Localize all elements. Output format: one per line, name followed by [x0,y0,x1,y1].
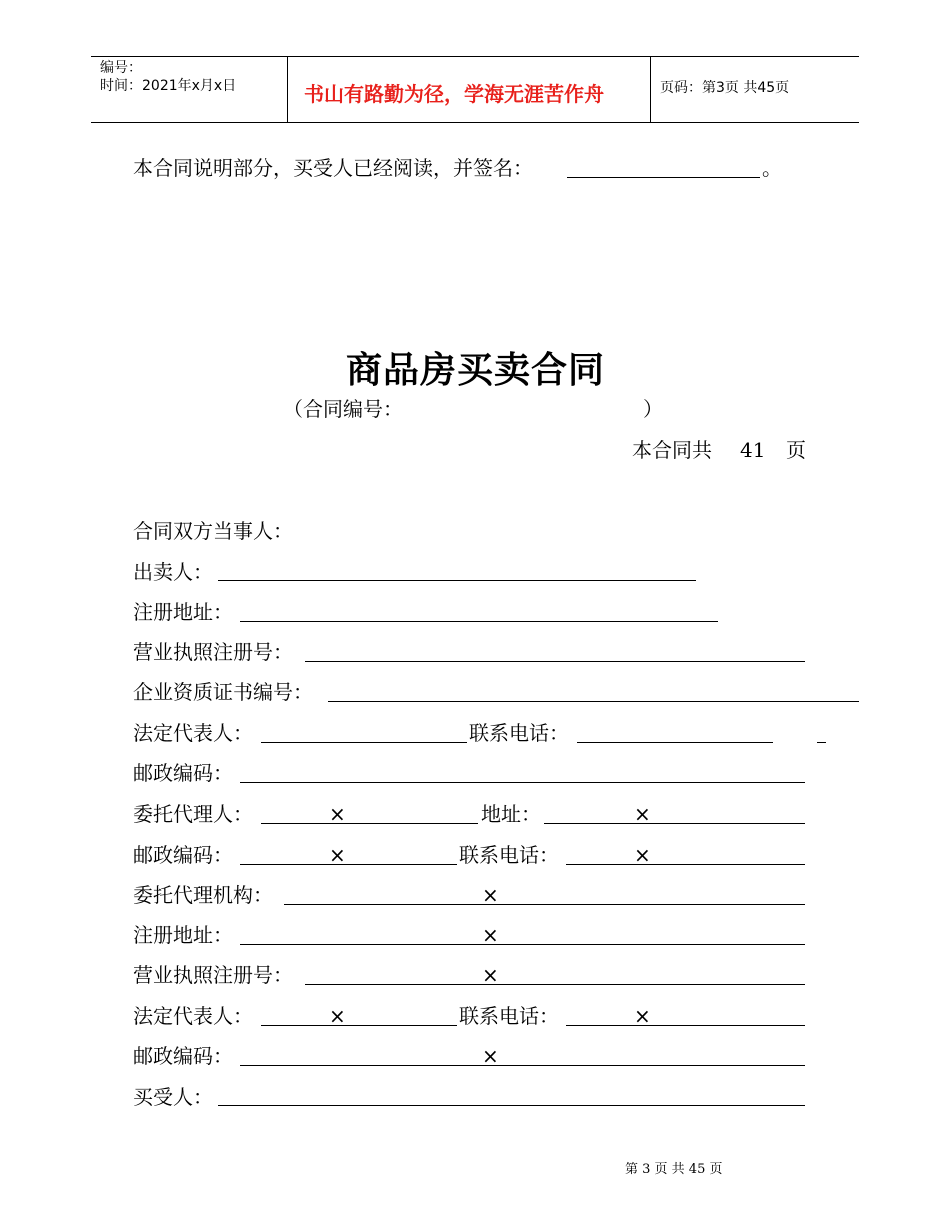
parties-label: 合同双方当事人： [133,519,293,543]
header-divider-right [650,56,651,122]
phone-tail-line [817,742,826,743]
agent-line[interactable] [261,823,478,824]
postcode3-line[interactable] [240,1065,805,1066]
phone2-label: 联系电话： [459,843,559,867]
statement-end: 。 [762,156,782,180]
document-title: 商品房买卖合同 [346,350,606,391]
phone2-cross-mark: × [634,843,651,867]
license-no2-label: 营业执照注册号： [133,963,293,987]
signature-line [567,177,760,178]
reg-address2-cross-mark: × [482,923,499,947]
license-no2-cross-mark: × [482,963,499,987]
buyer-line[interactable] [218,1105,805,1106]
phone2-line[interactable] [566,864,805,865]
qualification-no-line[interactable] [328,701,859,702]
header-divider-left [287,56,288,122]
header-page-info: 页码：第3页 共45页 [660,80,790,96]
reg-address-label: 注册地址： [133,600,233,624]
buyer-label: 买受人： [133,1085,213,1109]
phone3-line[interactable] [566,1025,805,1026]
page-count-prefix: 本合同共 [632,438,712,462]
page-count-number: 41 [740,438,766,462]
phone3-cross-mark: × [634,1004,651,1028]
header-motto: 书山有路勤为径，学海无涯苦作舟 [304,82,604,106]
license-no-label: 营业执照注册号： [133,640,293,664]
postcode3-cross-mark: × [482,1044,499,1068]
qualification-no-label: 企业资质证书编号： [133,680,313,704]
postcode3-label: 邮政编码： [133,1044,233,1068]
header-bottom-border [91,122,859,123]
address-cross-mark: × [634,802,651,826]
address-line[interactable] [544,823,805,824]
page-footer: 第 3 页 共 45 页 [625,1162,723,1177]
contract-no-close: ） [643,397,663,421]
postcode-line[interactable] [240,782,805,783]
phone3-label: 联系电话： [459,1004,559,1028]
reg-address-line[interactable] [240,621,718,622]
header-time-label: 时间：2021年x月x日 [100,78,237,94]
legal-rep2-cross-mark: × [329,1004,346,1028]
address-label: 地址： [481,802,541,826]
postcode2-cross-mark: × [329,843,346,867]
legal-rep-label: 法定代表人： [133,721,253,745]
license-no-line[interactable] [305,661,805,662]
legal-rep2-label: 法定代表人： [133,1004,253,1028]
seller-label: 出卖人： [133,560,213,584]
header-top-border [91,56,859,57]
postcode-label: 邮政编码： [133,761,233,785]
seller-line[interactable] [218,580,696,581]
agency-line[interactable] [284,904,805,905]
legal-rep-line[interactable] [261,742,467,743]
license-no2-line[interactable] [305,984,805,985]
agent-cross-mark: × [329,802,346,826]
contract-no-open: （合同编号： [283,397,403,421]
reg-address2-line[interactable] [240,944,805,945]
phone-label: 联系电话： [469,721,569,745]
postcode2-label: 邮政编码： [133,843,233,867]
postcode2-line[interactable] [240,864,457,865]
page-count-suffix: 页 [786,438,806,462]
agency-label: 委托代理机构： [133,883,273,907]
statement-text: 本合同说明部分，买受人已经阅读，并签名： [133,156,533,180]
phone-line[interactable] [577,742,773,743]
header-number-label: 编号： [100,60,142,76]
agency-cross-mark: × [482,883,499,907]
agent-label: 委托代理人： [133,802,253,826]
legal-rep2-line[interactable] [261,1025,457,1026]
reg-address2-label: 注册地址： [133,923,233,947]
